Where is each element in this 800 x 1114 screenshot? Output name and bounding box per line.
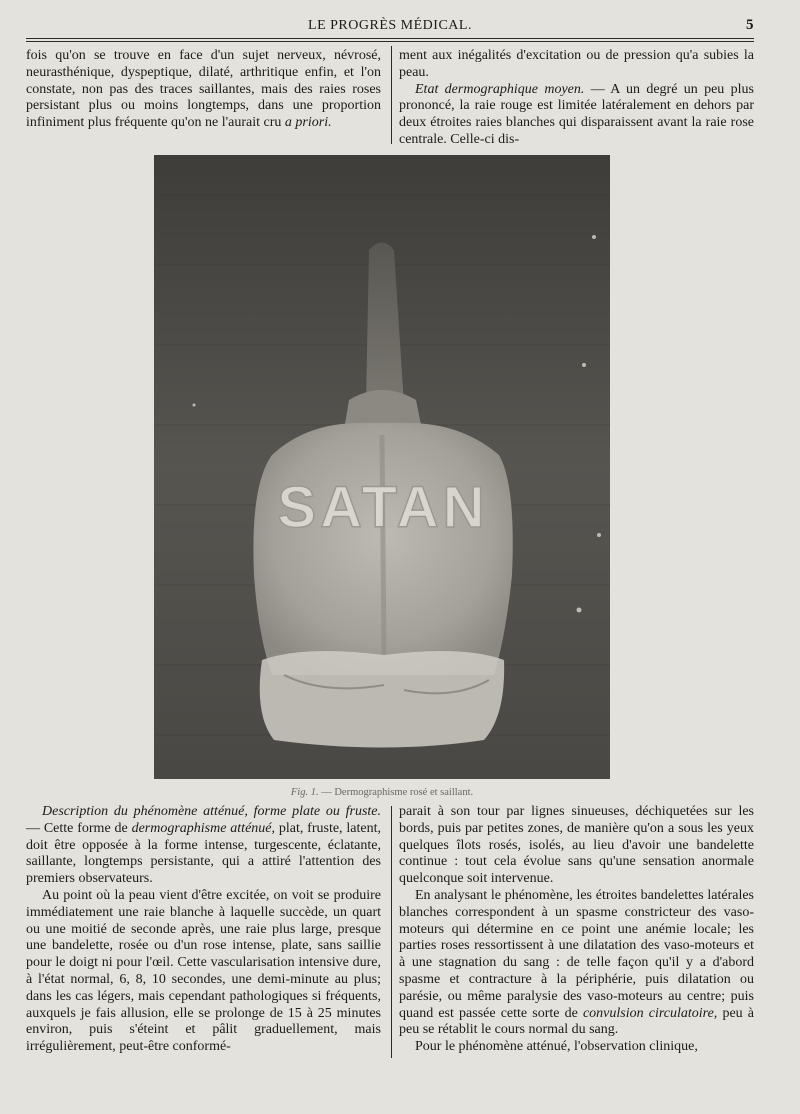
bottom-right-column [399, 804, 754, 1056]
column-divider-bottom [391, 806, 392, 1058]
top-right-column [399, 48, 754, 149]
running-header [26, 14, 754, 38]
paragraph: parait à son tour par lignes sinueuses, déchiquetées sur les bords, puis par petites zones, de manière qu'on a sous les yeux quelques îlots rosés, isolés, au lieu d'avoir une bandelette continue : tout cela évolue sans qu'une sensation anormale quelconque soit intervenue. [399, 804, 754, 887]
paragraph: Etat dermographique moyen. — A un degré un peu plus prononcé, la raie rouge est limitée latéralement en dehors par deux étroites raies blanches qui disparaissent avant la raie rose centrale. Celle-ci dis- [399, 81, 754, 147]
paragraph: ment aux inégalités d'excitation ou de pression qu'a subies la peau. [399, 48, 754, 80]
paragraph: En analysant le phénomène, les étroites bandelettes latérales blanches correspondent à un spasme constricteur des vaso-moteurs qui détermine en ce point une anémie locale; les parties roses ressortissent à une dilatation des vaso-moteurs et à une stagnation du sang : de telle façon qu'il y a d'abord spasme et contracture à la périphérie, puis dilatation ou parésie, ou même paralysie des vaso-moteurs au centre; puis quand est passée cette sorte de convulsion circulatoire, peu à peu se rétablit le cours normal du sang. [399, 887, 755, 1038]
header-rule-top [26, 38, 754, 39]
paragraph: fois qu'on se trouve en face d'un sujet nerveux, névrosé, neurasthénique, dyspeptique, dilaté, arthritique enfin, et l'on constate, non pas des traces saillantes, mais des raies roses persistant plus ou moins longtemps, dans une proportion infiniment plus fréquente qu'on ne l'aurait cru a priori. [26, 48, 381, 131]
journal-title: LE PROGRÈS MÉDICAL. [308, 18, 472, 33]
paragraph: Pour le phénomène atténué, l'observation clinique, [415, 1039, 698, 1055]
back-photograph [154, 155, 610, 779]
figure-caption: Fig. 1. — Dermographisme rosé et saillant. [290, 787, 474, 798]
bottom-left-column [26, 804, 381, 1056]
column-divider-top [391, 46, 392, 144]
top-left-column [26, 48, 381, 132]
page-number: 5 [746, 17, 754, 33]
skin-inscription: SATAN [277, 475, 489, 540]
header-rule-bottom [26, 41, 754, 42]
paragraph: Description du phénomène atténué, forme plate ou fruste. — Cette forme de dermographisme atténué, plat, fruste, latent, doit être opposée à la forme intense, turgescente, éclatante, saillante, longtemps persistante, qui a attiré l'attention des premiers observateurs. [26, 804, 381, 887]
paragraph: Au point où la peau vient d'être excitée, on voit se produire immédiatement une raie blanche à laquelle succède, un quart ou une moitié de seconde après, une raie plus large, presque une bandelette, rosée ou d'un rose intense, plate, sans saillie pour le doigt ni pour l'œil. Cette vascularisation intensive dure, à l'état normal, 6, 8, 10 secondes, une demi-minute au plus; dans les cas légers, mais cependant pathologiques si fréquents, auxquels je fais allusion, elle se prolonge de 15 à 25 minutes environ, puis s'éteint et pâlit graduellement, mais irrégulièrement, peut-être conformé- [26, 887, 381, 1055]
figure-photograph [154, 155, 610, 779]
